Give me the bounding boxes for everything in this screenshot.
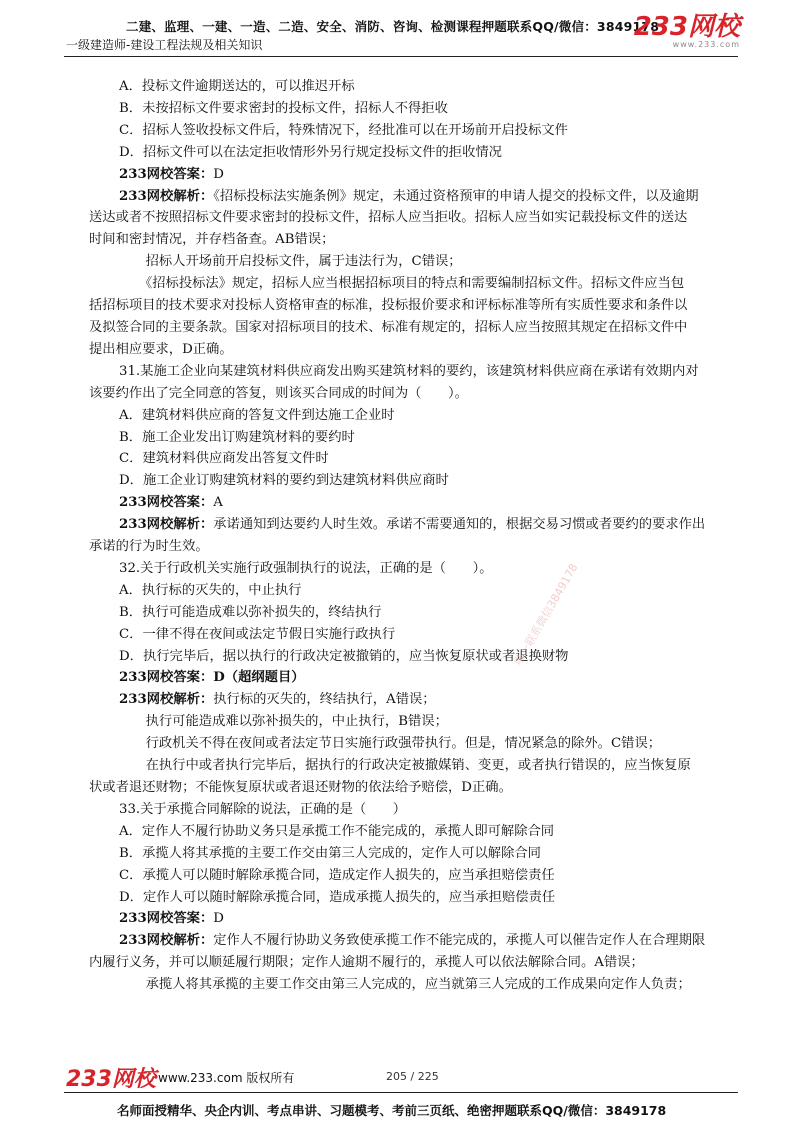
line-text: 承诺的行为时生效。 — [89, 539, 209, 555]
line-text: 《招标投标法实施条例》规定，未通过资格预审的申请人提交的投标文件，以及逾期 — [213, 188, 699, 204]
line-text: 31.某施工企业向某建筑材料供应商发出购买建筑材料的要约，该建筑材料供应商在承诺有效期内对 — [119, 363, 699, 379]
text-line — [89, 711, 741, 733]
line-text: 状或者退还财物；不能恢复原状或者退还财物的依法给予赔偿，D正确。 — [89, 780, 512, 795]
line-text: B．施工企业发出订购建筑材料的要约时 — [119, 429, 355, 445]
line-text: D．定作人可以随时解除承揽合同，造成承揽人损失的，应当承担赔偿责任 — [119, 889, 556, 905]
line-text: 内履行义务，并可以顺延履行期限；定作人逾期不履行的，承揽人可以依法解除合同。A错误； — [89, 955, 644, 971]
header-contact-line: 二建、监理、一建、一造、二造、安全、消防、咨询、检测课程押题联系QQ/微信：3849178 — [126, 19, 660, 34]
line-text: C．招标人签收投标文件后，特殊情况下，经批准可以在开场前开启投标文件 — [119, 122, 568, 138]
text-line — [89, 624, 741, 646]
text-line — [89, 339, 741, 361]
answer-line — [89, 908, 741, 930]
text-line — [89, 142, 741, 164]
text-line — [89, 821, 741, 843]
brand-logo — [634, 14, 740, 50]
line-text: 《招标投标法》规定，招标人应当根据招标项目的特点和需要编制招标文件。招标文件应当包 — [119, 276, 685, 292]
line-text: 行政机关不得在夜间或者法定节日实施行政强带执行。但是，情况紧急的除外。C错误； — [119, 736, 662, 752]
text-line — [89, 865, 741, 887]
line-text: 招标人开场前开启投标文件，属于违法行为，C错误； — [119, 254, 462, 270]
line-text: D．施工企业订购建筑材料的要约到达建筑材料供应商时 — [119, 473, 449, 489]
text-line — [89, 843, 741, 865]
brand-logo-url: www.233.com — [672, 40, 740, 49]
answer-label: 233网校答案： — [119, 911, 214, 927]
text-line — [89, 207, 741, 229]
line-text: 时间和密封情况，并存档备查。AB错误； — [89, 232, 335, 248]
text-line — [89, 98, 741, 120]
line-text: C．承揽人可以随时解除承揽合同，造成定作人损失的，应当承担赔偿责任 — [119, 867, 555, 883]
answer-line — [89, 186, 741, 208]
line-text: D — [213, 911, 224, 927]
answer-line — [89, 492, 741, 514]
text-line — [89, 120, 741, 142]
brand-logo-text: 233网校 — [633, 12, 740, 42]
text-line — [89, 646, 741, 668]
text-line — [89, 229, 741, 251]
answer-line — [89, 164, 741, 186]
line-text: 定作人不履行协助义务致使承揽工作不能完成的，承揽人可以催告定作人在合理期限 — [213, 933, 706, 949]
text-line — [89, 558, 741, 580]
text-line — [89, 755, 741, 777]
text-line — [89, 317, 741, 339]
text-line — [89, 405, 741, 427]
line-text: B．未按招标文件要求密封的投标文件，招标人不得拒收 — [119, 100, 448, 116]
text-line — [89, 887, 741, 909]
line-text: D．招标文件可以在法定拒收情形外另行规定投标文件的拒收情况 — [119, 144, 502, 160]
text-line — [89, 295, 741, 317]
text-line — [89, 974, 741, 996]
answer-label: 233网校答案： — [119, 166, 214, 182]
line-text: 32.关于行政机关实施行政强制执行的说法，正确的是（ ）。 — [119, 560, 493, 576]
text-line — [89, 427, 741, 449]
line-text: A．建筑材料供应商的答复文件到达施工企业时 — [119, 407, 395, 423]
line-text: B．承揽人将其承揽的主要工作交由第三人完成的，定作人可以解除合同 — [119, 845, 541, 861]
header-subject: 一级建造师-建设工程法规及相关知识 — [66, 38, 263, 52]
text-line — [89, 777, 741, 799]
answer-label: 233网校解析： — [119, 188, 214, 204]
line-text: D — [213, 166, 224, 182]
line-text: 33.关于承揽合同解除的说法，正确的是（ ） — [119, 801, 407, 817]
text-line — [89, 251, 741, 273]
line-text: 送达或者不按照招标文件要求密封的投标文件，招标人应当拒收。招标人应当如实记载投标文件的送达 — [89, 210, 688, 226]
answer-label: 233网校解析： — [119, 517, 214, 533]
line-text: A．投标文件逾期送达的，可以推迟开标 — [119, 79, 355, 94]
text-line — [89, 383, 741, 405]
page-number: 205 / 225 — [386, 1070, 439, 1083]
text-line — [89, 470, 741, 492]
text-line — [89, 952, 741, 974]
footer-divider — [64, 1092, 738, 1093]
line-text: 及拟签合同的主要条款。国家对招标项目的技术、标准有规定的，招标人应当按照其规定在招标文件中 — [89, 319, 688, 335]
footer-logo: 233网校 — [66, 1067, 156, 1092]
footer-contact-line: 名师面授精华、央企内训、考点串讲、习题模考、考前三页纸、绝密押题联系QQ/微信：3849178 — [117, 1103, 667, 1118]
line-text: D．执行完毕后，据以执行的行政决定被撤销的，应当恢复原状或者退换财物 — [119, 648, 569, 664]
answer-line — [89, 930, 741, 952]
line-text: 括招标项目的技术要求对投标人资格审查的标准，投标报价要求和评标标准等所有实质性要求和条件以 — [89, 298, 688, 314]
answer-label: 233网校解析： — [119, 692, 214, 708]
watermark: 唯一联系微信3849178 — [511, 561, 581, 668]
text-line — [89, 361, 741, 383]
line-text: A．定作人不履行协助义务只是承揽工作不能完成的，承揽人即可解除合同 — [119, 823, 555, 839]
text-line — [89, 799, 741, 821]
text-line — [89, 580, 741, 602]
answer-label: 233网校解析： — [119, 933, 214, 949]
footer-copyright: www.233.com 版权所有 — [158, 1071, 295, 1085]
text-line — [89, 602, 741, 624]
line-text: 在执行中或者执行完毕后，据执行的行政决定被撤媒销、变更，或者执行错误的，应当恢复原 — [119, 758, 691, 774]
line-text: 该要约作出了完全同意的答复，则该买合同成的时间为（ ）。 — [89, 385, 468, 401]
text-line — [89, 733, 741, 755]
text-line — [89, 448, 741, 470]
line-text: 执行可能造成难以弥补损失的，中止执行，B错误； — [119, 714, 448, 730]
line-text: D（超纲题目） — [213, 670, 305, 686]
text-line — [89, 273, 741, 295]
line-text: A．执行标的灭失的，中止执行 — [119, 582, 302, 598]
answer-label: 233网校答案： — [119, 670, 214, 686]
answer-line — [89, 689, 741, 711]
answer-label: 233网校答案： — [119, 495, 214, 511]
line-text: 承揽人将其承揽的主要工作交由第三人完成的，应当就第三人完成的工作成果向定作人负责； — [119, 977, 691, 993]
line-text: 提出相应要求，D正确。 — [89, 341, 233, 357]
text-line — [89, 536, 741, 558]
line-text: 执行标的灭失的，终结执行，A错误； — [213, 692, 436, 708]
line-text: C．一律不得在夜间或法定节假日实施行政执行 — [119, 626, 396, 642]
document-body — [89, 76, 741, 996]
line-text: A — [213, 495, 223, 511]
answer-line — [89, 514, 741, 536]
header-divider — [64, 56, 738, 57]
line-text: B．执行可能造成难以弥补损失的，终结执行 — [119, 604, 382, 620]
line-text: 承诺通知到达要约人时生效。承诺不需要通知的，根据交易习惯或者要约的要求作出 — [213, 517, 706, 533]
answer-line — [89, 667, 741, 689]
text-line — [89, 76, 741, 98]
line-text: C．建筑材料供应商发出答复文件时 — [119, 451, 329, 467]
